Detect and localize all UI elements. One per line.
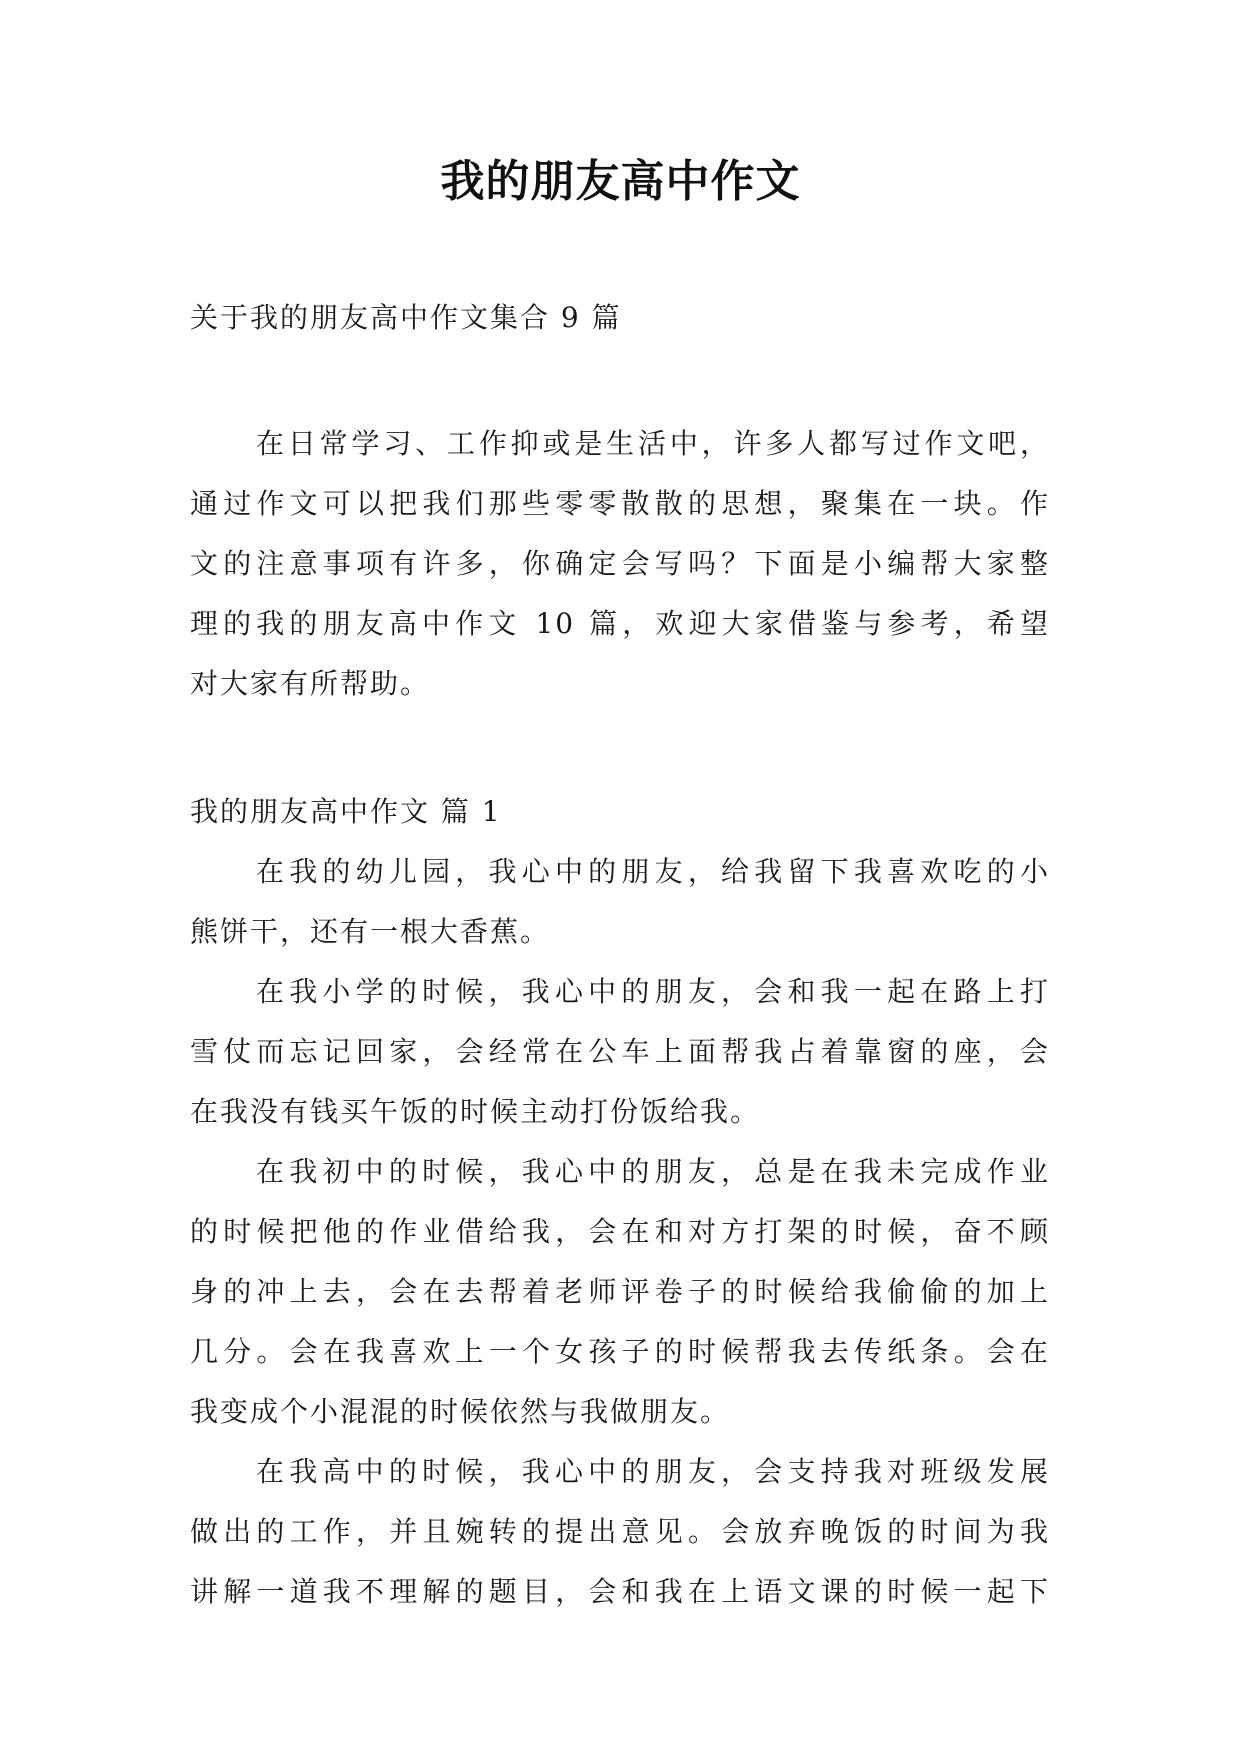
paragraph [190, 1442, 1050, 1622]
text-line: 我变成个小混混的时候依然与我做朋友。 [190, 1395, 731, 1428]
text-line: 通过作文可以把我们那些零零散散的思想，聚集在一块。作 [190, 487, 1050, 520]
text-line: 讲解一道我不理解的题目，会和我在上语文课的时候一起下 [190, 1575, 1050, 1608]
text-line: 几分。会在我喜欢上一个女孩子的时候帮我去传纸条。会在 [190, 1335, 1050, 1368]
text-line: 在我初中的时候，我心中的朋友，总是在我未完成作业 [256, 1155, 1050, 1188]
text-line: 在我高中的时候，我心中的朋友，会支持我对班级发展 [256, 1455, 1050, 1488]
text-line: 身的冲上去，会在去帮着老师评卷子的时候给我偷偷的加上 [190, 1275, 1050, 1308]
intro-paragraph [190, 414, 1050, 714]
text-line: 对大家有所帮助。 [190, 667, 431, 700]
text-line: 在我没有钱买午饭的时候主动打份饭给我。 [190, 1095, 761, 1128]
text-line: 做出的工作，并且婉转的提出意见。会放弃晚饭的时间为我 [190, 1515, 1050, 1548]
paragraph [190, 842, 1050, 962]
text-line: 的时候把他的作业借给我，会在和对方打架的时候，奋不顾 [190, 1215, 1050, 1248]
text-line: 熊饼干，还有一根大香蕉。 [190, 915, 551, 948]
paragraph [190, 962, 1050, 1142]
document-body [190, 288, 1050, 1622]
text-line: 雪仗而忘记回家，会经常在公车上面帮我占着靠窗的座，会 [190, 1035, 1050, 1068]
paragraph [190, 1142, 1050, 1442]
document-title: 我的朋友高中作文 [440, 156, 801, 207]
document-subtitle: 关于我的朋友高中作文集合 9 篇 [190, 301, 622, 334]
text-line: 理的我的朋友高中作文 10 篇，欢迎大家借鉴与参考，希望 [190, 607, 1050, 640]
text-line: 在我小学的时候，我心中的朋友，会和我一起在路上打 [256, 975, 1050, 1008]
text-line: 在我的幼儿园，我心中的朋友，给我留下我喜欢吃的小 [256, 855, 1050, 888]
section-heading: 我的朋友高中作文 篇 1 [190, 795, 502, 828]
text-line: 文的注意事项有许多，你确定会写吗？下面是小编帮大家整 [190, 547, 1050, 580]
text-line: 在日常学习、工作抑或是生活中，许多人都写过作文吧， [256, 427, 1050, 460]
